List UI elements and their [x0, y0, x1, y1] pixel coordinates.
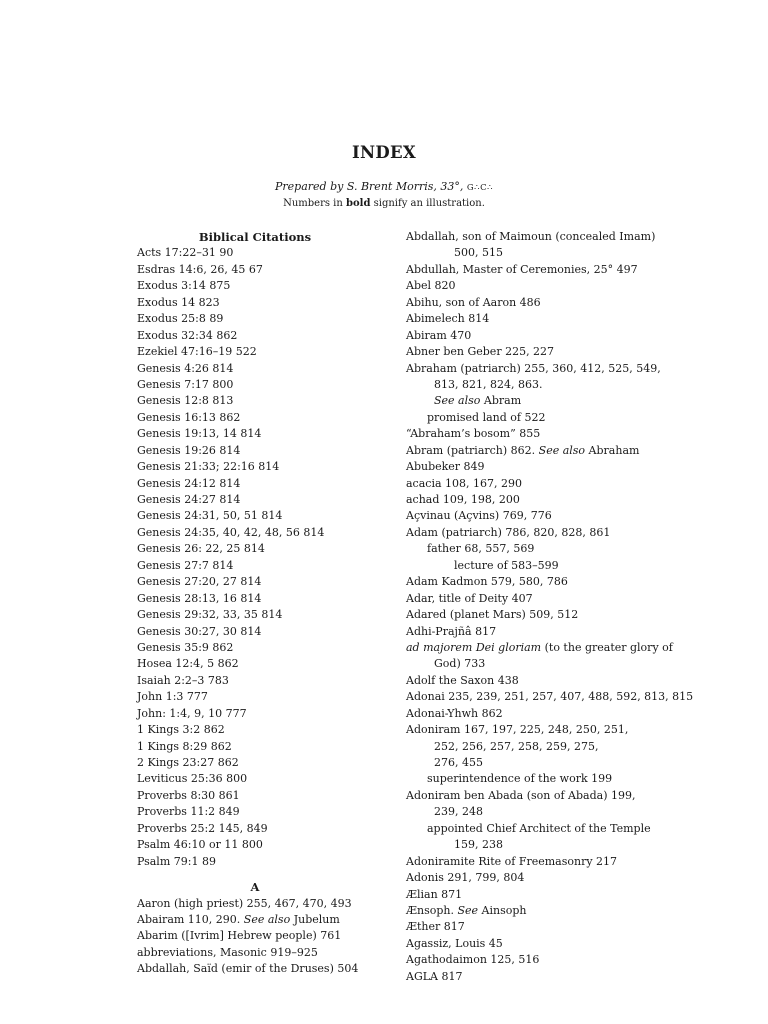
- biblical-citation: Genesis 16:13 862: [137, 410, 241, 424]
- index-entry: Adoniram ben Abada (son of Abada) 199,: [406, 788, 636, 802]
- biblical-citation: Exodus 32:34 862: [137, 328, 238, 342]
- biblical-citation: Psalm 79:1 89: [137, 854, 216, 868]
- index-entry: Aaron (high priest) 255, 467, 470, 493: [137, 896, 352, 910]
- index-subentry: lecture of 583–599: [454, 558, 559, 572]
- index-entry: Adam (patriarch) 786, 820, 828, 861: [406, 525, 611, 539]
- biblical-citation: Exodus 3:14 875: [137, 279, 231, 293]
- index-entry: Abiram 470: [406, 328, 472, 342]
- index-entry: Abimelech 814: [406, 312, 490, 326]
- entry-text: Ainsoph: [478, 903, 527, 917]
- biblical-citation: Genesis 27:20, 27 814: [137, 575, 262, 589]
- see-also-ref: See also: [434, 394, 481, 408]
- biblical-citations-list: [137, 245, 385, 870]
- biblical-citations-heading: Biblical Citations: [198, 230, 312, 244]
- index-subentry: promised land of 522: [427, 410, 546, 424]
- index-entry: [406, 443, 666, 459]
- index-entry: “Abraham’s bosom” 855: [406, 427, 541, 441]
- entry-text: Abram: [480, 394, 522, 408]
- index-entry: Abdallah, Saïd (emir of the Druses) 504: [137, 962, 359, 976]
- index-subentry: appointed Chief Architect of the Temple: [427, 821, 651, 835]
- biblical-citation: Genesis 26: 22, 25 814: [137, 542, 265, 556]
- spacer: [137, 870, 385, 879]
- left-column: [137, 229, 385, 978]
- index-entry: Abraham (patriarch) 255, 360, 412, 525, 549,: [406, 361, 661, 375]
- see-also-ref: See also: [243, 912, 291, 926]
- biblical-citation: Genesis 24:27 814: [137, 493, 241, 506]
- biblical-citation: Genesis 21:33; 22:16 814: [137, 460, 280, 474]
- page-title: INDEX: [352, 143, 416, 162]
- biblical-citation: Leviticus 25:36 800: [137, 772, 248, 786]
- index-entry: [137, 912, 385, 928]
- biblical-citation: Genesis 29:32, 33, 35 814: [137, 608, 283, 622]
- index-entry: [406, 903, 666, 919]
- biblical-citation: Genesis 24:12 814: [137, 476, 241, 490]
- index-entry-continuation: 239, 248: [434, 805, 483, 819]
- biblical-citation: Acts 17:22–31 90: [137, 246, 234, 260]
- index-entry: Abubeker 849: [406, 460, 485, 474]
- note-post: signify an illustration.: [370, 198, 485, 209]
- biblical-citation: Proverbs 25:2 145, 849: [137, 821, 268, 835]
- biblical-citation: Proverbs 11:2 849: [137, 805, 240, 819]
- biblical-citation: Genesis 19:26 814: [137, 443, 241, 457]
- index-entry: Abdallah, son of Maimoun (concealed Imam): [406, 230, 656, 243]
- entry-text-italic: ad majorem Dei gloriam: [406, 640, 542, 654]
- index-entry: abbreviations, Masonic 919–925: [137, 945, 318, 959]
- letter-a-heading: A: [250, 880, 260, 895]
- right-column: [406, 229, 694, 985]
- biblical-citation: Psalm 46:10 or 11 800: [137, 838, 263, 852]
- biblical-citation: Genesis 30:27, 30 814: [137, 624, 262, 638]
- biblical-citation: Isaiah 2:2–3 783: [137, 673, 229, 687]
- index-subentry: father 68, 557, 569: [427, 542, 535, 556]
- index-entry: Agathodaimon 125, 516: [406, 953, 540, 967]
- biblical-citation: Esdras 14:6, 26, 45 67: [137, 262, 263, 276]
- index-entry: [406, 640, 673, 656]
- index-entry: Adolf the Saxon 438: [406, 673, 519, 687]
- index-entry-continuation: 500, 515: [454, 246, 503, 260]
- note-pre: Numbers in: [283, 198, 346, 209]
- biblical-citation: Exodus 25:8 89: [137, 312, 224, 326]
- index-entry: Adonai-Yhwh 862: [406, 706, 503, 720]
- biblical-citation: Ezekiel 47:16–19 522: [137, 345, 257, 359]
- entry-text: Abraham: [585, 443, 640, 457]
- index-entry: Abihu, son of Aaron 486: [406, 295, 541, 309]
- index-entry: Ælian 871: [406, 887, 463, 901]
- entry-text: (to the greater glory of: [541, 640, 673, 654]
- biblical-citation: Genesis 24:31, 50, 51 814: [137, 509, 283, 523]
- see-ref: See: [457, 903, 479, 917]
- biblical-citation: Exodus 14 823: [137, 295, 220, 309]
- index-entry-continuation: 813, 821, 824, 863.: [434, 377, 543, 391]
- index-entry: Abner ben Geber 225, 227: [406, 345, 555, 359]
- prepared-by-text: Prepared by S. Brent Morris, 33°,: [275, 180, 464, 193]
- entry-text: Ænsoph.: [406, 903, 458, 917]
- biblical-citation: Genesis 4:26 814: [137, 361, 234, 375]
- biblical-citation: Genesis 35:9 862: [137, 640, 234, 654]
- index-entry: Adoniram 167, 197, 225, 248, 250, 251,: [406, 723, 629, 737]
- biblical-citation: Genesis 7:17 800: [137, 377, 234, 391]
- index-entry: Adhi-Prajñâ 817: [406, 624, 497, 638]
- entry-text: Abram (patriarch) 862.: [406, 443, 539, 457]
- entry-text: Jubelum: [290, 912, 340, 926]
- index-entry: Abel 820: [406, 279, 456, 293]
- entry-text: Abairam 110, 290.: [137, 912, 244, 926]
- biblical-citation: Genesis 27:7 814: [137, 558, 234, 572]
- index-entry-continuation: 276, 455: [434, 756, 483, 769]
- biblical-citation: John 1:3 777: [137, 690, 208, 704]
- biblical-citation: Hosea 12:4, 5 862: [137, 657, 239, 671]
- biblical-citation: 1 Kings 8:29 862: [137, 739, 232, 753]
- index-entry: Adoniramite Rite of Freemasonry 217: [406, 854, 618, 868]
- index-entry-continuation: 252, 256, 257, 258, 259, 275,: [434, 739, 599, 753]
- index-entry-continuation: God) 733: [434, 657, 486, 671]
- index-entry: acacia 108, 167, 290: [406, 476, 522, 490]
- index-entry: achad 109, 198, 200: [406, 493, 520, 506]
- biblical-citation: Genesis 12:8 813: [137, 394, 234, 408]
- biblical-citation: John: 1:4, 9, 10 777: [137, 706, 247, 720]
- bold-note: [0, 198, 768, 209]
- index-entry: Adar, title of Deity 407: [406, 591, 533, 605]
- biblical-citation: 1 Kings 3:2 862: [137, 723, 225, 737]
- index-entry: Adonis 291, 799, 804: [406, 871, 525, 885]
- prepared-by-suffix: G∴C∴: [466, 183, 493, 193]
- index-entry: Æther 817: [406, 920, 465, 934]
- index-entry: Adared (planet Mars) 509, 512: [406, 608, 579, 622]
- note-bold: bold: [346, 198, 371, 209]
- index-entry: Açvinau (Açvins) 769, 776: [406, 509, 552, 523]
- biblical-citation: Genesis 24:35, 40, 42, 48, 56 814: [137, 525, 325, 539]
- index-entry: Adam Kadmon 579, 580, 786: [406, 575, 568, 589]
- index-entry: Agassiz, Louis 45: [406, 936, 503, 950]
- see-also-ref: See also: [538, 443, 586, 457]
- index-entry: Abdullah, Master of Ceremonies, 25° 497: [406, 262, 638, 276]
- prepared-by: [0, 180, 768, 193]
- index-entry: Abarim ([Ivrim] Hebrew people) 761: [137, 929, 342, 943]
- biblical-citation: Proverbs 8:30 861: [137, 788, 240, 802]
- biblical-citation: Genesis 28:13, 16 814: [137, 591, 262, 605]
- biblical-citation: Genesis 19:13, 14 814: [137, 427, 262, 441]
- index-see-also: [406, 393, 666, 409]
- index-subentry: superintendence of the work 199: [427, 772, 613, 786]
- index-entry: Adonai 235, 239, 251, 257, 407, 488, 592, 813, 815: [406, 690, 694, 704]
- index-entry-continuation: 159, 238: [454, 838, 503, 852]
- index-entry: AGLA 817: [406, 969, 463, 983]
- biblical-citation: 2 Kings 23:27 862: [137, 756, 239, 769]
